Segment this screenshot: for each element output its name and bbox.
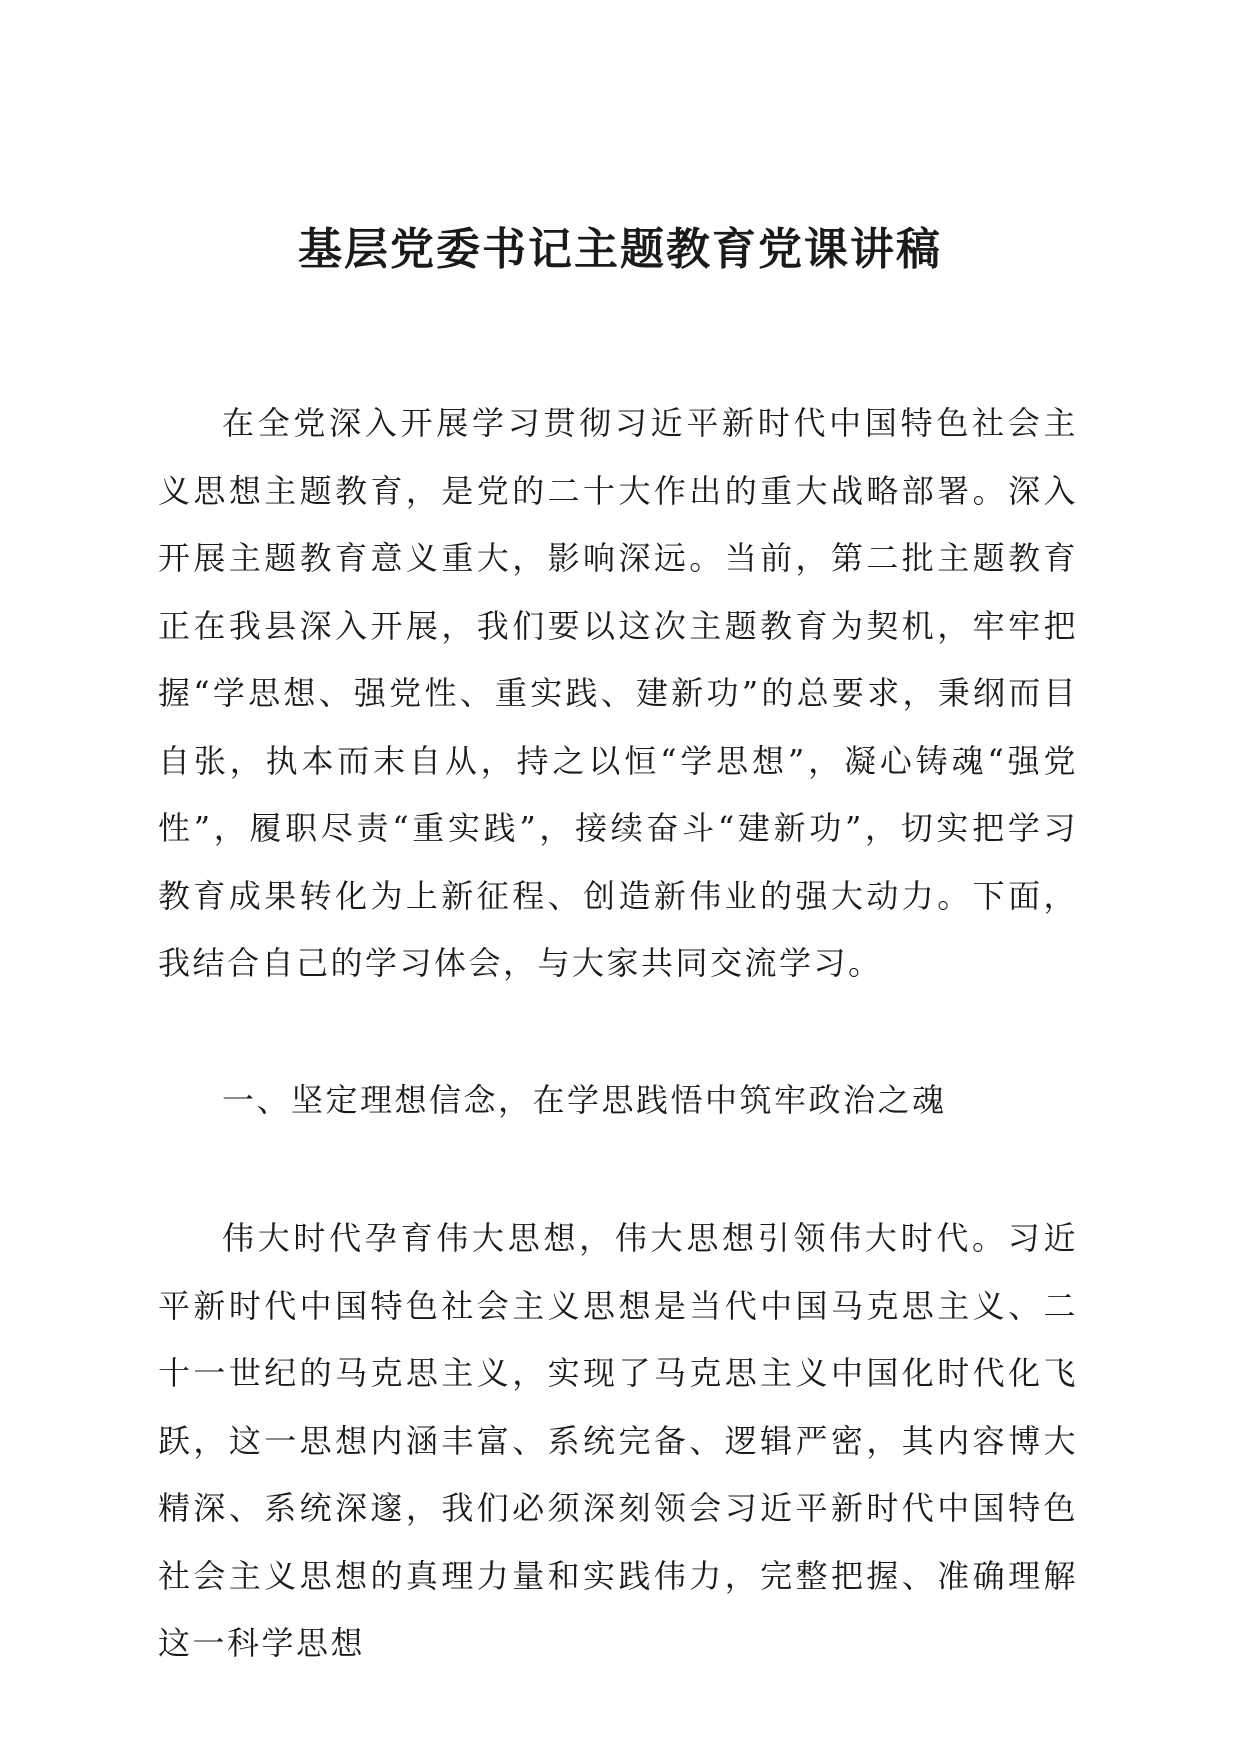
document-title: 基层党委书记主题教育党课讲稿: [298, 224, 942, 275]
body-paragraph: 伟大时代孕育伟大思想，伟大思想引领伟大时代。习近平新时代中国特色社会主义思想是当代中国马克思主义、二十一世纪的马克思主义，实现了马克思主义中国化时代化飞跃，这一思想内涵丰富、系统完备、逻辑严密，其内容博大精深、系统深邃，我们必须深刻领会习近平新时代中国特色社会主义思想的真理力量和实践伟力，完整把握、准确理解这一科学思想: [158, 1219, 1078, 1662]
document-body: [158, 390, 1078, 1678]
intro-paragraph: 在全党深入开展学习贯彻习近平新时代中国特色社会主义思想主题教育，是党的二十大作出的重大战略部署。深入开展主题教育意义重大，影响深远。当前，第二批主题教育正在我县深入开展，我们要以这次主题教育为契机，牢牢把握“学思想、强党性、重实践、建新功”的总要求，秉纲而目自张，执本而末自从，持之以恒“学思想”，凝心铸魂“强党性”，履职尽责“重实践”，接续奋斗“建新功”，切实把学习教育成果转化为上新征程、创造新伟业的强大动力。下面，我结合自己的学习体会，与大家共同交流学习。: [158, 404, 1078, 982]
section-heading: 一、坚定理想信念，在学思践悟中筑牢政治之魂: [222, 1080, 947, 1119]
